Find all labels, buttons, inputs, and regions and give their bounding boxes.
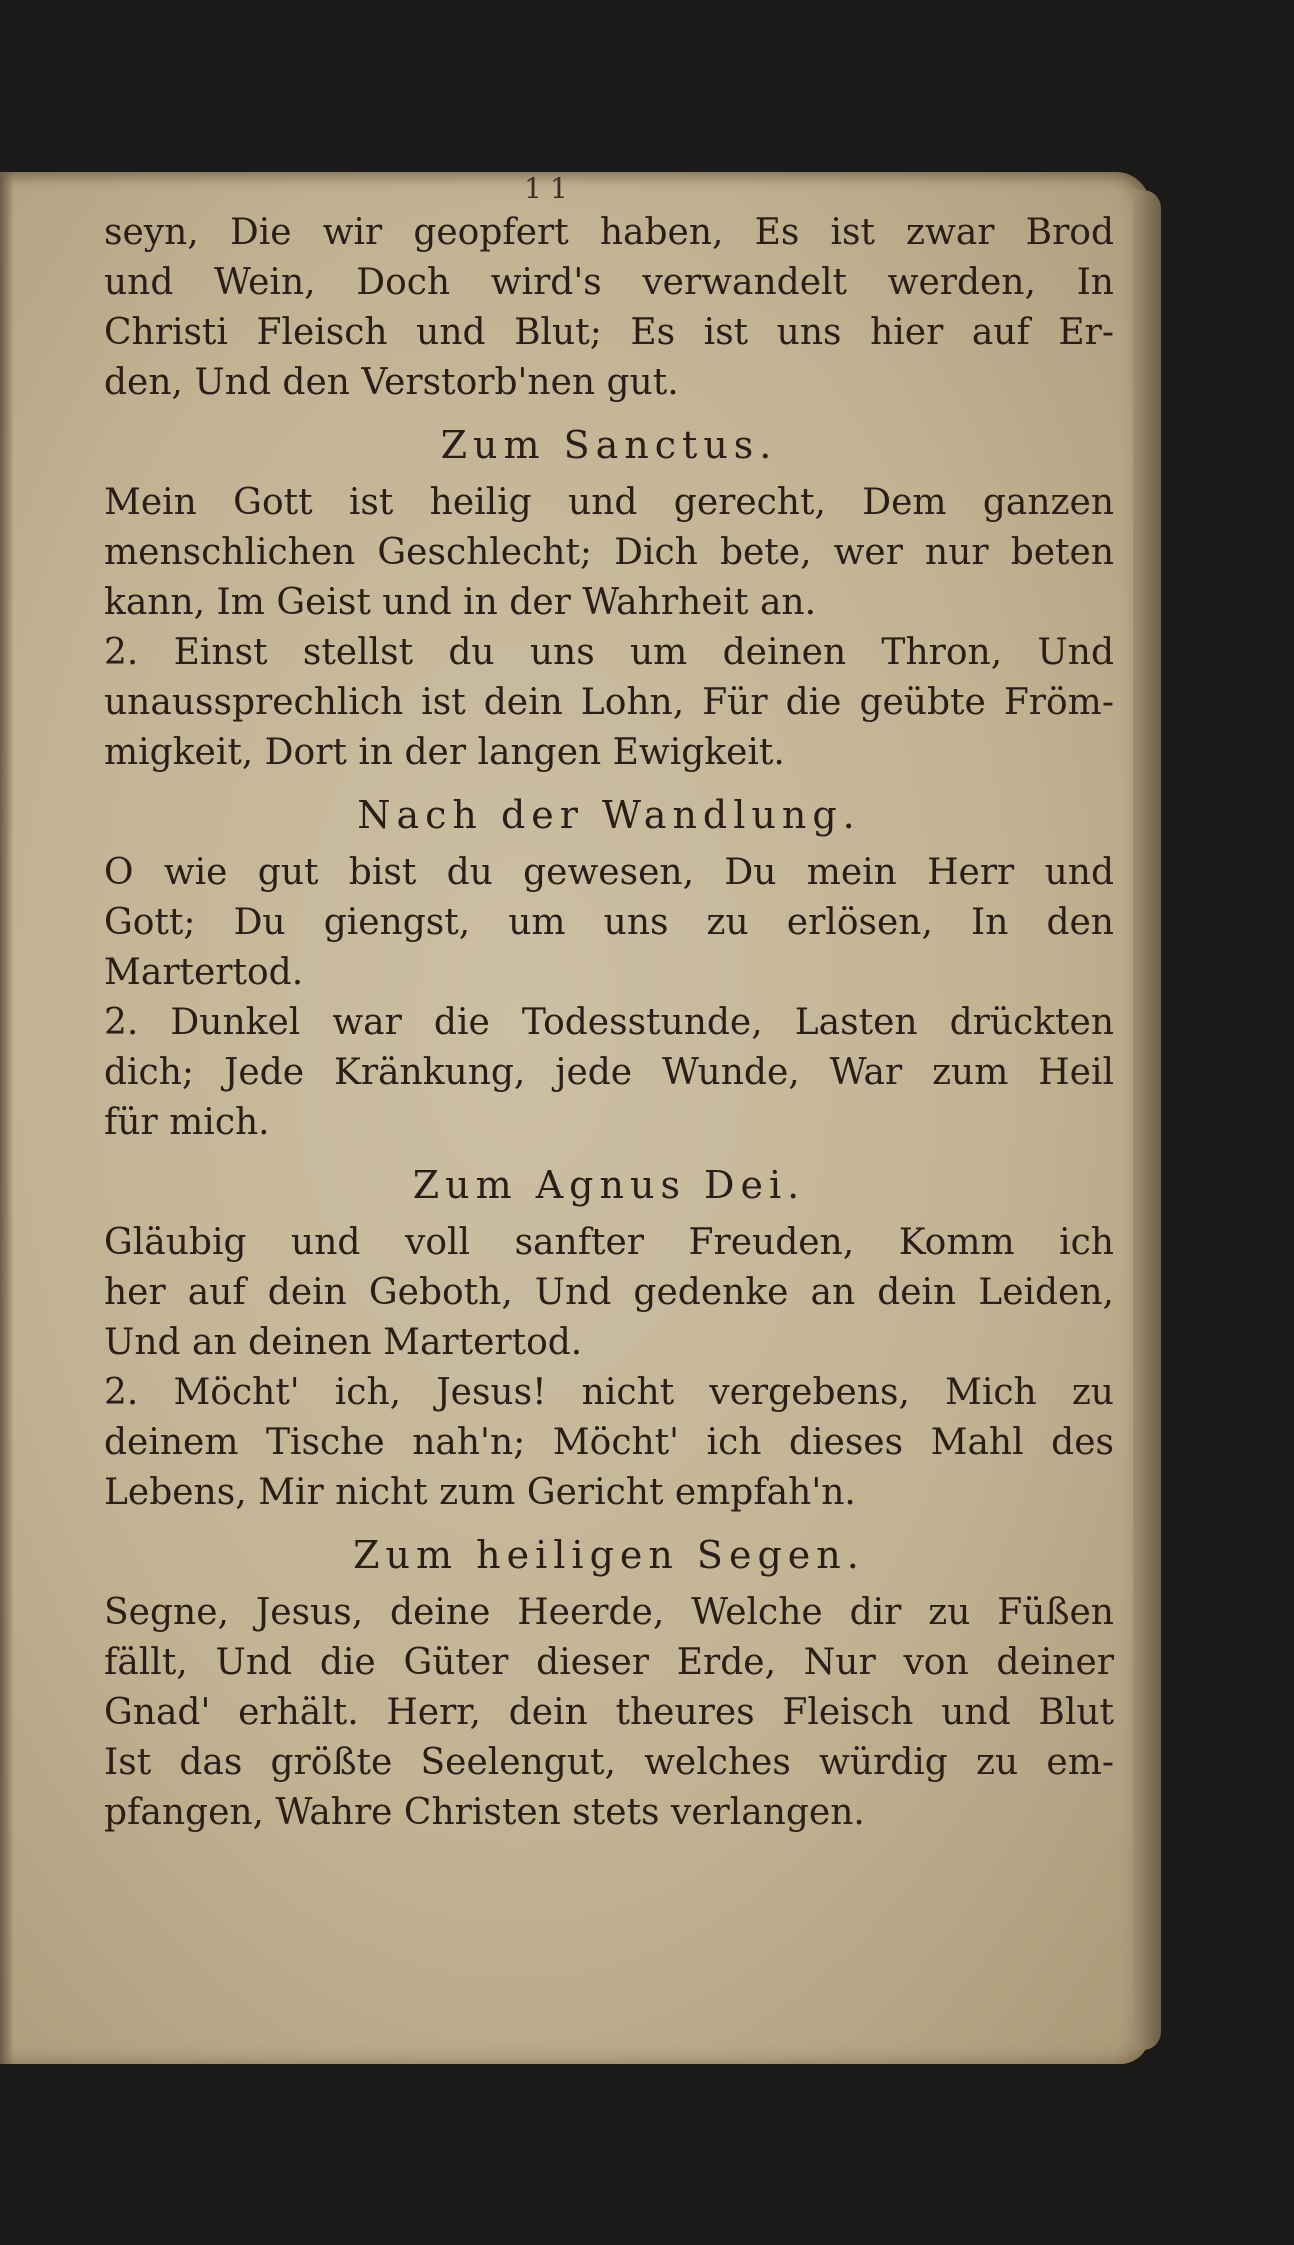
text-line: für mich. xyxy=(104,1102,270,1143)
text-line: den, Und den Verstorb'nen gut. xyxy=(104,362,679,403)
text-line: Gott; Du giengst, um uns zu erlösen, In den xyxy=(104,902,1114,943)
section-heading: Zum Sanctus. xyxy=(440,423,778,467)
text-line: Segne, Jesus, deine Heerde, Welche dir zu Füßen xyxy=(104,1592,1114,1633)
page-edge xyxy=(1133,190,1161,2050)
section xyxy=(104,1522,1114,1838)
text-line: Mein Gott ist heilig und gerecht, Dem ganzen xyxy=(104,482,1114,523)
text-line: O wie gut bist du gewesen, Du mein Herr und xyxy=(104,852,1114,893)
text-line: deinem Tische nah'n; Möcht' ich dieses Mahl des xyxy=(104,1422,1114,1463)
section-heading: Zum heiligen Segen. xyxy=(353,1533,865,1577)
text-line: Gläubig und voll sanfter Freuden, Komm ich xyxy=(104,1222,1114,1263)
text-line: 2. Einst stellst du uns um deinen Thron, Und xyxy=(104,632,1114,673)
text-line: pfangen, Wahre Christen stets verlangen. xyxy=(104,1792,865,1833)
text-line: migkeit, Dort in der langen Ewigkeit. xyxy=(104,732,785,773)
page-gutter-shadow xyxy=(0,172,14,2064)
section xyxy=(104,1152,1114,1518)
text-line: Ist das größte Seelengut, welches würdig zu em- xyxy=(104,1742,1114,1783)
running-head: 11 xyxy=(524,172,576,205)
text-line: und Wein, Doch wird's verwandelt werden, In xyxy=(104,262,1114,303)
section xyxy=(104,412,1114,778)
text-line: menschlichen Geschlecht; Dich bete, wer nur beten xyxy=(104,532,1114,573)
section-heading: Nach der Wandlung. xyxy=(357,793,861,837)
section xyxy=(104,782,1114,1148)
text-line: Und an deinen Martertod. xyxy=(104,1322,583,1363)
text-line: Martertod. xyxy=(104,952,304,993)
text-line: 2. Möcht' ich, Jesus! nicht vergebens, Mich zu xyxy=(104,1372,1114,1413)
text-line: dich; Jede Kränkung, jede Wunde, War zum Heil xyxy=(104,1052,1114,1093)
text-line: 2. Dunkel war die Todesstunde, Lasten drückten xyxy=(104,1002,1114,1043)
text-line: Christi Fleisch und Blut; Es ist uns hier auf Er- xyxy=(104,312,1114,353)
page-text xyxy=(104,208,1114,1842)
section-gap xyxy=(104,1838,1114,1842)
section xyxy=(104,208,1114,408)
text-line: seyn, Die wir geopfert haben, Es ist zwar Brod xyxy=(104,212,1114,253)
text-line: fällt, Und die Güter dieser Erde, Nur von deiner xyxy=(104,1642,1114,1683)
text-line: kann, Im Geist und in der Wahrheit an. xyxy=(104,582,817,623)
text-line: her auf dein Geboth, Und gedenke an dein Leiden, xyxy=(104,1272,1114,1313)
section-heading: Zum Agnus Dei. xyxy=(412,1163,806,1207)
text-line: Lebens, Mir nicht zum Gericht empfah'n. xyxy=(104,1472,856,1513)
text-line: Gnad' erhält. Herr, dein theures Fleisch und Blut xyxy=(104,1692,1114,1733)
text-line: unaussprechlich ist dein Lohn, Für die geübte Fröm- xyxy=(104,682,1114,723)
